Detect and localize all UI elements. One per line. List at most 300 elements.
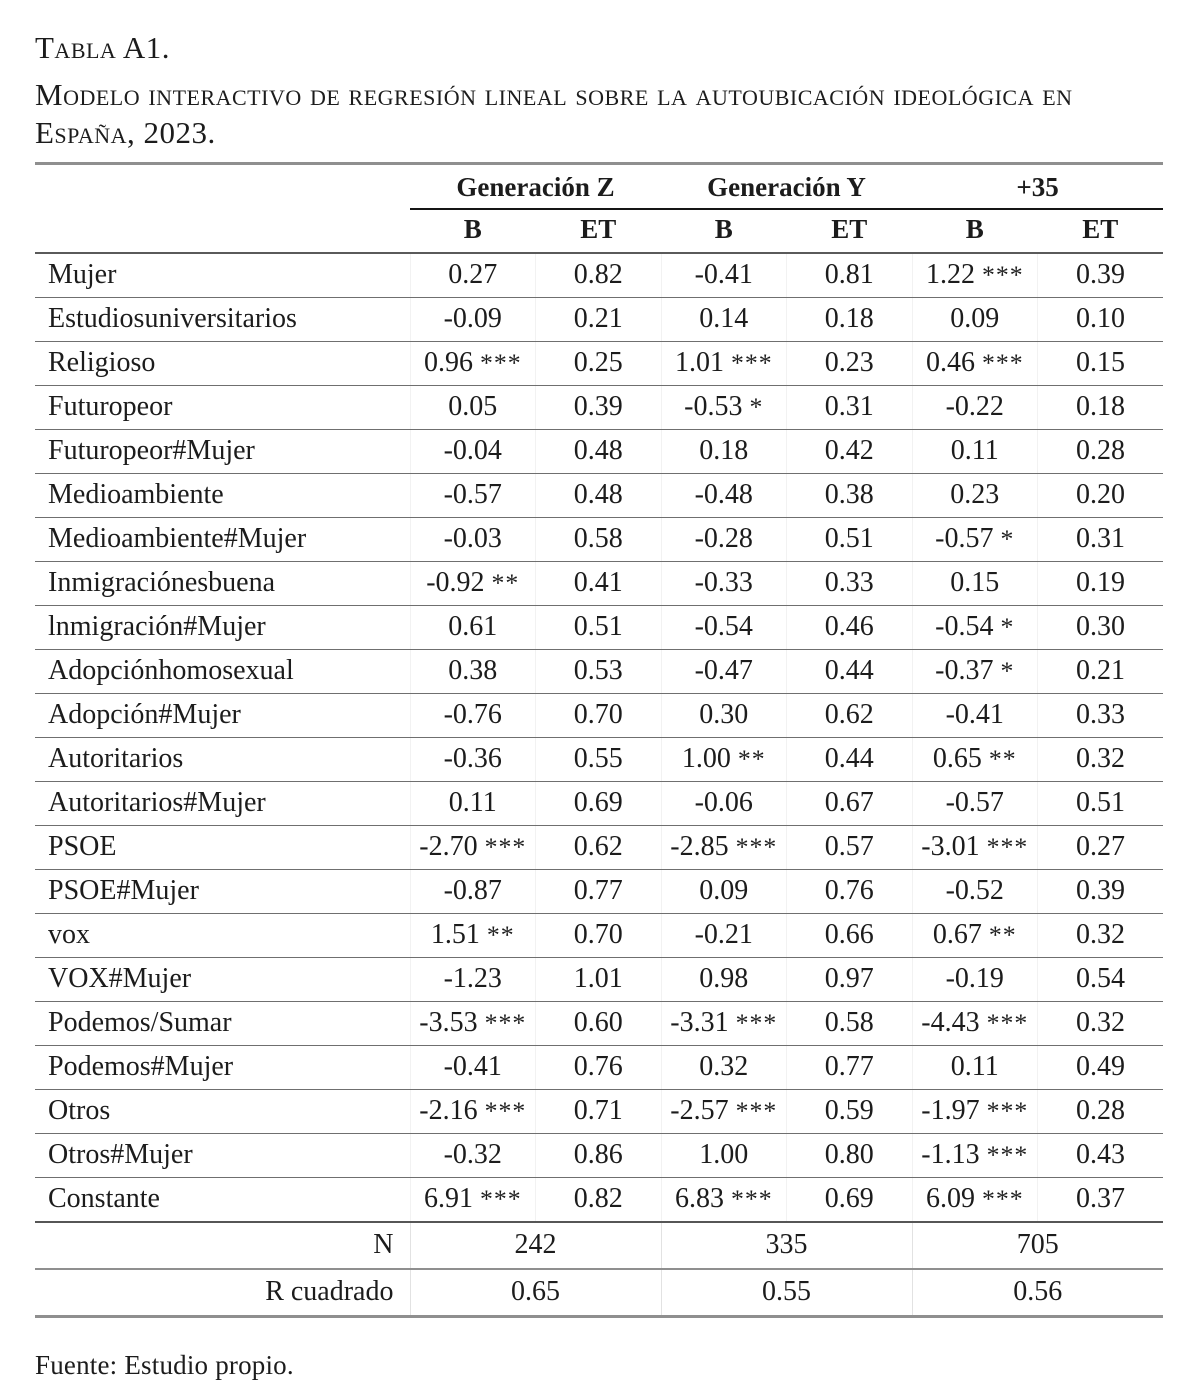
cell-value [912,1046,1038,1090]
cell-value [787,342,913,386]
significance-stars: *** [986,1096,1029,1126]
table-row [35,870,1163,914]
cell-value [536,518,662,562]
coefficient: 0.31 [824,391,874,423]
cell-value [912,253,1038,298]
cell-value [1038,1002,1164,1046]
cell-value [661,694,787,738]
cell-value [787,826,913,870]
significance-stars: *** [735,832,778,862]
summary-value-35: 0.56 [912,1269,1163,1317]
cell-value [536,606,662,650]
cell-value [661,914,787,958]
cell-value [912,826,1038,870]
cell-value [787,1090,913,1134]
cell-value [661,1134,787,1178]
table-summary [35,1222,1163,1317]
cell-value [536,1046,662,1090]
cell-value [410,518,536,562]
cell-value [1038,430,1164,474]
cell-value [787,562,913,606]
coefficient: 0.62 [573,831,623,863]
coefficient: 0.70 [573,919,623,951]
coefficient: 0.28 [1076,1095,1126,1127]
coefficient: 6.09 [925,1183,975,1215]
summary-label: R cuadrado [265,1276,394,1308]
coefficient: 0.51 [824,523,874,555]
coefficient: -0.52 [945,875,1004,907]
significance-stars: *** [484,1008,527,1038]
cell-value [1038,694,1164,738]
cell-value [787,386,913,430]
coefficient: 0.32 [1076,919,1126,951]
cell-value [410,914,536,958]
coefficient: 1.51 [430,919,480,951]
cell-value [912,650,1038,694]
significance-stars: *** [479,348,522,378]
coefficient: -0.54 [935,611,994,643]
cell-value [1038,914,1164,958]
cell-value [1038,958,1164,1002]
coefficient: 6.83 [674,1183,724,1215]
cell-value [912,914,1038,958]
coefficient: 0.82 [573,1183,623,1215]
cell-value [1038,606,1164,650]
coefficient: 0.98 [699,963,749,995]
cell-value [661,474,787,518]
table-row [35,958,1163,1002]
cell-value [1038,474,1164,518]
subheader-row [35,209,1163,253]
coefficient: -0.21 [694,919,753,951]
coefficient: 0.48 [573,435,623,467]
cell-value [661,826,787,870]
cell-value [410,738,536,782]
cell-value [410,253,536,298]
cell-value [536,958,662,1002]
cell-value [912,342,1038,386]
coefficient: 0.09 [699,875,749,907]
table-title: Tabla A1. [35,30,171,65]
cell-value [661,1046,787,1090]
row-label: Medioambiente [35,474,410,518]
cell-value [661,253,787,298]
coefficient: 0.39 [573,391,623,423]
row-label: Medioambiente#Mujer [35,518,410,562]
significance-stars: *** [986,1140,1029,1170]
row-label: Futuropeor [35,386,410,430]
coefficient: 0.18 [1076,391,1126,423]
table-row [35,518,1163,562]
coefficient: 0.77 [824,1051,874,1083]
row-label: lnmigración#Mujer [35,606,410,650]
row-label: Otros#Mujer [35,1134,410,1178]
coefficient: 0.38 [448,655,498,687]
coefficient: 0.23 [824,347,874,379]
table-body [35,253,1163,1222]
coefficient: -0.57 [945,787,1004,819]
coefficient: 0.31 [1076,523,1126,555]
coefficient: 0.59 [824,1095,874,1127]
cell-value [1038,1178,1164,1223]
coefficient: 0.58 [824,1007,874,1039]
cell-value [661,298,787,342]
cell-value [536,298,662,342]
coefficient: 0.57 [824,831,874,863]
cell-value [1038,826,1164,870]
coefficient: -4.43 [921,1007,980,1039]
summary-value-genz: 0.65 [410,1269,661,1317]
cell-value [787,914,913,958]
coefficient: 0.54 [1076,963,1126,995]
significance-stars: *** [484,832,527,862]
significance-stars: ** [988,920,1017,950]
cell-value [410,298,536,342]
summary-value-35: 705 [912,1222,1163,1269]
cell-value [536,1002,662,1046]
coefficient: -0.41 [694,259,753,291]
cell-value [661,562,787,606]
cell-value [912,1134,1038,1178]
significance-stars: *** [730,348,773,378]
significance-stars: *** [484,1096,527,1126]
coefficient: 0.81 [824,259,874,291]
coefficient: 1.01 [573,963,623,995]
cell-value [661,1090,787,1134]
cell-value [912,386,1038,430]
table-row [35,826,1163,870]
coefficient: 0.33 [1076,699,1126,731]
coefficient: 0.60 [573,1007,623,1039]
cell-value [661,386,787,430]
coefficient: 0.39 [1076,259,1126,291]
column-group-generacion-z: Generación Z [410,164,661,210]
significance-stars: *** [730,1184,773,1214]
cell-value [787,1046,913,1090]
cell-value [536,430,662,474]
coefficient: 1.00 [699,1139,749,1171]
row-label: Mujer [35,253,410,298]
coefficient: -0.36 [443,743,502,775]
coefficient: 0.51 [573,611,623,643]
coefficient: 0.32 [1076,1007,1126,1039]
coefficient: 0.30 [699,699,749,731]
coefficient: 0.70 [573,699,623,731]
table-row [35,1046,1163,1090]
coefficient: -2.57 [670,1095,729,1127]
table-row [35,1178,1163,1223]
row-label: Autoritarios#Mujer [35,782,410,826]
table-row [35,738,1163,782]
cell-value [912,474,1038,518]
cell-value [536,1178,662,1223]
coefficient: 0.15 [1076,347,1126,379]
row-label: Religioso [35,342,410,386]
coefficient: 0.48 [573,479,623,511]
cell-value [410,1090,536,1134]
coefficient: 0.44 [824,743,874,775]
cell-value [787,253,913,298]
row-label: Otros [35,1090,410,1134]
coefficient: 0.71 [573,1095,623,1127]
table-row [35,606,1163,650]
coefficient: -0.33 [694,567,753,599]
coefficient: 0.76 [824,875,874,907]
coefficient: 1.01 [674,347,724,379]
cell-value [661,1178,787,1223]
cell-value [1038,342,1164,386]
coefficient: -1.13 [921,1139,980,1171]
coefficient: 0.53 [573,655,623,687]
coefficient: 0.11 [950,435,999,467]
cell-value [787,958,913,1002]
coefficient: 0.39 [1076,875,1126,907]
summary-value-geny: 0.55 [661,1269,912,1317]
row-label: PSOE#Mujer [35,870,410,914]
table-row [35,1134,1163,1178]
significance-stars: ** [486,920,515,950]
coefficient: 0.97 [824,963,874,995]
row-label: Autoritarios [35,738,410,782]
coefficient: 0.11 [950,1051,999,1083]
cell-value [1038,562,1164,606]
significance-stars: *** [735,1096,778,1126]
coefficient: -2.85 [670,831,729,863]
coefficient: 0.58 [573,523,623,555]
coefficient: -0.41 [443,1051,502,1083]
cell-value [1038,1134,1164,1178]
coefficient: 0.42 [824,435,874,467]
cell-value [661,606,787,650]
cell-value [410,958,536,1002]
cell-value [912,430,1038,474]
significance-stars: *** [986,832,1029,862]
cell-value [536,694,662,738]
coefficient: 0.76 [573,1051,623,1083]
table-row [35,914,1163,958]
cell-value [536,914,662,958]
cell-value [1038,870,1164,914]
significance-stars: *** [981,260,1024,290]
cell-value [787,1002,913,1046]
cell-value [787,1178,913,1223]
cell-value [661,1002,787,1046]
table-row [35,430,1163,474]
coefficient: 0.30 [1076,611,1126,643]
coefficient: 0.18 [824,303,874,335]
coefficient: -0.48 [694,479,753,511]
cell-value [536,1134,662,1178]
cell-value [912,782,1038,826]
coefficient: -3.01 [921,831,980,863]
coefficient: 0.55 [573,743,623,775]
cell-value [1038,1046,1164,1090]
coefficient: -0.09 [443,303,502,335]
row-label: vox [35,914,410,958]
cell-value [536,738,662,782]
coefficient: 0.96 [423,347,473,379]
coefficient: 0.69 [573,787,623,819]
coefficient: 0.49 [1076,1051,1126,1083]
coefficient: -0.57 [935,523,994,555]
cell-value [787,606,913,650]
coefficient: 0.67 [824,787,874,819]
table-row [35,562,1163,606]
table-row [35,1002,1163,1046]
cell-value [536,650,662,694]
significance-stars: * [749,392,764,422]
cell-value [912,694,1038,738]
col-header-et-genz: ET [536,209,662,253]
coefficient: -2.70 [419,831,478,863]
group-header-row [35,164,1163,210]
significance-stars: *** [986,1008,1029,1038]
coefficient: 0.14 [699,303,749,335]
cell-value [410,474,536,518]
cell-value [410,1134,536,1178]
coefficient: 0.23 [950,479,1000,511]
cell-value [787,870,913,914]
coefficient: 0.11 [448,787,497,819]
cell-value [536,826,662,870]
coefficient: -1.23 [443,963,502,995]
coefficient: -0.32 [443,1139,502,1171]
cell-value [410,650,536,694]
coefficient: 0.37 [1076,1183,1126,1215]
coefficient: 0.32 [699,1051,749,1083]
label-column-spacer [35,164,410,210]
col-header-b-geny: B [661,209,787,253]
cell-value [536,1090,662,1134]
row-label: PSOE [35,826,410,870]
significance-stars: * [1000,612,1015,642]
table-row [35,253,1163,298]
cell-value [912,518,1038,562]
column-group-generacion-y: Generación Y [661,164,912,210]
coefficient: -0.92 [426,567,485,599]
cell-value [912,958,1038,1002]
coefficient: -0.54 [694,611,753,643]
coefficient: -0.04 [443,435,502,467]
cell-value [661,342,787,386]
coefficient: 0.46 [824,611,874,643]
cell-value [410,1002,536,1046]
row-label: Adopción#Mujer [35,694,410,738]
cell-value [912,870,1038,914]
label-column-spacer [35,209,410,253]
cell-value [1038,518,1164,562]
row-label: Futuropeor#Mujer [35,430,410,474]
coefficient: 0.62 [824,699,874,731]
cell-value [661,430,787,474]
significance-stars: ** [988,744,1017,774]
table-row [35,474,1163,518]
cell-value [410,562,536,606]
cell-value [912,1090,1038,1134]
cell-value [787,474,913,518]
col-header-et-geny: ET [787,209,913,253]
summary-value-genz: 242 [410,1222,661,1269]
cell-value [661,650,787,694]
significance-stars: ** [737,744,766,774]
table-row [35,782,1163,826]
cell-value [912,562,1038,606]
cell-value [1038,253,1164,298]
coefficient: -0.22 [945,391,1004,423]
cell-value [787,738,913,782]
coefficient: 0.67 [932,919,982,951]
table-subtitle: Modelo interactivo de regresión lineal sobre la autoubicación ideológica en España, 2023. [35,76,1073,151]
coefficient: 0.51 [1076,787,1126,819]
cell-value [410,606,536,650]
coefficient: 0.38 [824,479,874,511]
col-header-et-35: ET [1038,209,1164,253]
row-label: Estudiosuniversitarios [35,298,410,342]
regression-table [35,162,1163,1318]
significance-stars: *** [981,1184,1024,1214]
summary-label: N [35,1222,410,1269]
cell-value [536,386,662,430]
cell-value [912,738,1038,782]
coefficient: 1.22 [925,259,975,291]
coefficient: 0.09 [950,303,1000,335]
cell-value [661,958,787,1002]
significance-stars: * [1000,524,1015,554]
significance-stars: *** [479,1184,522,1214]
coefficient: 0.66 [824,919,874,951]
coefficient: -1.97 [921,1095,980,1127]
cell-value [1038,782,1164,826]
col-header-b-genz: B [410,209,536,253]
coefficient: 0.27 [448,259,498,291]
coefficient: 0.21 [573,303,623,335]
coefficient: 0.65 [932,743,982,775]
summary-row-r-cuadrado [35,1269,1163,1317]
significance-stars: *** [981,348,1024,378]
column-group-plus-35: +35 [912,164,1163,210]
coefficient: 0.33 [824,567,874,599]
row-label: Constante [35,1178,410,1223]
coefficient: 0.25 [573,347,623,379]
cell-value [410,430,536,474]
cell-value [410,694,536,738]
cell-value [912,1178,1038,1223]
coefficient: 0.05 [448,391,498,423]
coefficient: 0.10 [1076,303,1126,335]
coefficient: -3.53 [419,1007,478,1039]
cell-value [787,694,913,738]
coefficient: 0.27 [1076,831,1126,863]
coefficient: 0.19 [1076,567,1126,599]
table-row [35,386,1163,430]
cell-value [661,518,787,562]
coefficient: 0.41 [573,567,623,599]
coefficient: -0.37 [935,655,994,687]
coefficient: -0.76 [443,699,502,731]
coefficient: -0.41 [945,699,1004,731]
row-label: Podemos/Sumar [35,1002,410,1046]
cell-value [1038,1090,1164,1134]
coefficient: 0.80 [824,1139,874,1171]
coefficient: -0.03 [443,523,502,555]
coefficient: -0.47 [694,655,753,687]
coefficient: 0.69 [824,1183,874,1215]
coefficient: -0.06 [694,787,753,819]
row-label: Inmigraciónesbuena [35,562,410,606]
coefficient: -0.57 [443,479,502,511]
row-label: VOX#Mujer [35,958,410,1002]
coefficient: -0.19 [945,963,1004,995]
